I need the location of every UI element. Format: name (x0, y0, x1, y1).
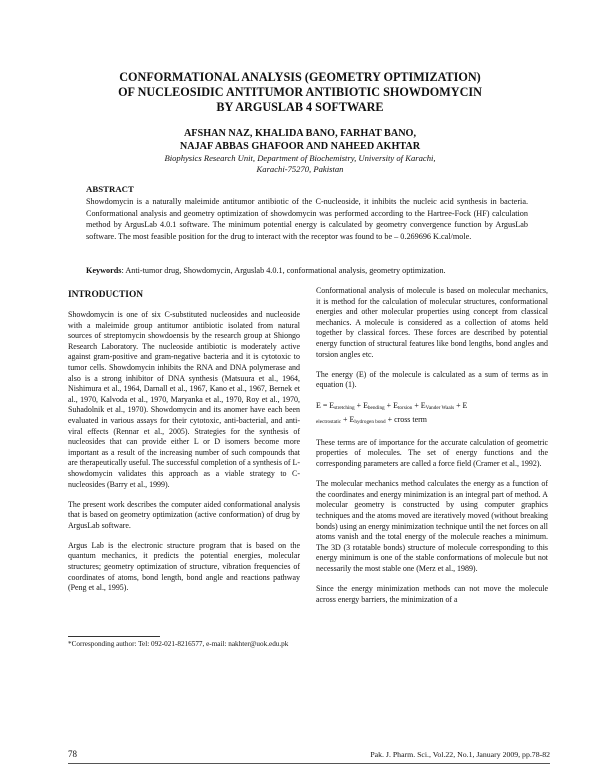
title-line: BY ARGUSLAB 4 SOFTWARE (216, 100, 384, 114)
page-number: 78 (68, 749, 77, 759)
body-paragraph: The molecular mechanics method calculates the energy as a function of the coordinates and energy minimization is an integral part of method. A molecular geometry is constructed by using computer graphics techniques and the atoms moved are iteratively moved (without breaking bonds) using an energy minimization technique until the net forces on all atoms vanish and the total energy of the molecule reaches a minimum. The 3D (3 rotatable bonds) structure of molecule corresponding to this energy minimum is one of the stable conformations of molecule but not necessarily the most stable one (Merz et al., 1989). (316, 479, 548, 573)
author-line: NAJAF ABBAS GHAFOOR AND NAHEED AKHTAR (179, 140, 421, 152)
abstract-heading: ABSTRACT (86, 184, 134, 194)
corresponding-author-footnote: *Corresponding author: Tel: 092-021-8216577, e-mail: nakhter@uok.edu.pk (68, 640, 289, 648)
title-line: OF NUCLEOSIDIC ANTITUMOR ANTIBIOTIC SHOWDOMYCIN (118, 85, 482, 99)
footnote-rule (68, 636, 160, 637)
abstract-text: Showdomycin is a naturally maleimide antitumor antibiotic of the C-nucleoside, it inhibits the nucleic acid synthesis in bacteria. Conformational analysis and geometry optimization of showdomycin was performed according to the Hartree-Fock (HF) calculation method by ArgusLab 4.0.1 software. The minimum potential energy is calculated by geometry convergence function by ArgusLab software. The most feasible position for the drug to interact with the receptor was found to be – 0.269696 K.cal/mole. (86, 197, 528, 241)
body-paragraph: These terms are of importance for the accurate calculation of geometric properties of molecules. The set of energy functions and the corresponding parameters are called a force field (Cramer et al., 1992). (316, 437, 548, 469)
keywords-label: Keywords (86, 266, 122, 275)
body-paragraph: The energy (E) of the molecule is calculated as a sum of terms as in equation (1). (316, 369, 548, 390)
affiliation (60, 153, 540, 175)
right-column (316, 286, 548, 615)
bottom-rule (68, 763, 550, 764)
body-paragraph: Conformational analysis of molecule is based on molecular mechanics, it is method for the calculation of molecular structures, conformational energies and other molecular properties using concept from classical mechanics. A molecule is considered as a collection of atoms held together by classical forces. These forces are described by potential energy function of structural features like bond lengths, bond angles and torsion angles etc. (316, 286, 548, 359)
author-line: AFSHAN NAZ, KHALIDA BANO, FARHAT BANO, (183, 128, 417, 139)
body-paragraph: Argus Lab is the electronic structure program that is based on the quantum mechanics, it predicts the potential energies, molecular structures; geometry optimization of structure, vibration frequencies of coordinates of atoms, bond length, bond angle and reactions pathway (Peng et al., 1995). (68, 540, 300, 593)
introduction-heading: INTRODUCTION (68, 290, 144, 300)
journal-citation: Pak. J. Pharm. Sci., Vol.22, No.1, January 2009, pp.78-82 (370, 750, 550, 759)
keywords-text: : Anti-tumor drug, Showdomycin, Arguslab 4.0.1, conformational analysis, geometry optimization. (121, 266, 446, 275)
energy-equation: $E = E_{stretching} + E_{bending} + E_{torsion} + E_{Vander Waals} + E$ $_{electrostatic} + E_{hydrogen bond}$ + cross term (316, 401, 468, 426)
body-paragraph: The present work describes the computer aided conformational analysis that is based on geometry optimization (active conformation) of drug by ArgusLab software. (68, 499, 300, 530)
title-line: CONFORMATIONAL ANALYSIS (GEOMETRY OPTIMIZATION) (119, 70, 481, 84)
body-paragraph: Since the energy minimization methods can not move the molecule across energy barriers, the minimization of a (316, 583, 548, 604)
body-paragraph: Showdomycin is one of six C-substituted nucleosides and nucleoside with a maleimide group antitumor antibiotic isolated from natural sources of streptomycin showdoensis by the research group at Shiongo Research Laboratory. The nucleoside antibiotic is moderately active against gram-positive and gram-negative bacteria and it is cytotoxic to tumor cells. Showdomycin inhibits the RNA and DNA polymerase and also is a strong inhibitor of DNA synthesis (Matsuura et al., 1964, Nishimura et al., 1964, Darnall et al., 1967, Kano et al., 1967, Bernek et al., 1970, Kalvoda et al., 1970, Maryanka et al., 1970, Roy et al., 1970, Suhadolnik et al., 1970). Showdomycin and its anomer have each been evaluated in various assays for their cytotoxic, anti-bacterial, and anti-viral effects (Rennar et al., 2005). Strategies for the synthesis of nucleosides that can provide either L or D isomers become more important as a result of the increasing number of such compounds that are therapeutically useful. The successful completion of a synthesis of L-showdomycin validates this approach as a viable strategy to C-nucleosides (Barry et al., 1999). (68, 310, 300, 489)
paper-title (60, 70, 540, 115)
affiliation-line: Karachi-75270, Pakistan (256, 164, 344, 174)
affiliation-line: Biophysics Research Unit, Department of Biochemistry, University of Karachi, (164, 153, 436, 163)
keywords (86, 265, 528, 276)
author-list (60, 128, 540, 153)
left-column (68, 290, 300, 603)
